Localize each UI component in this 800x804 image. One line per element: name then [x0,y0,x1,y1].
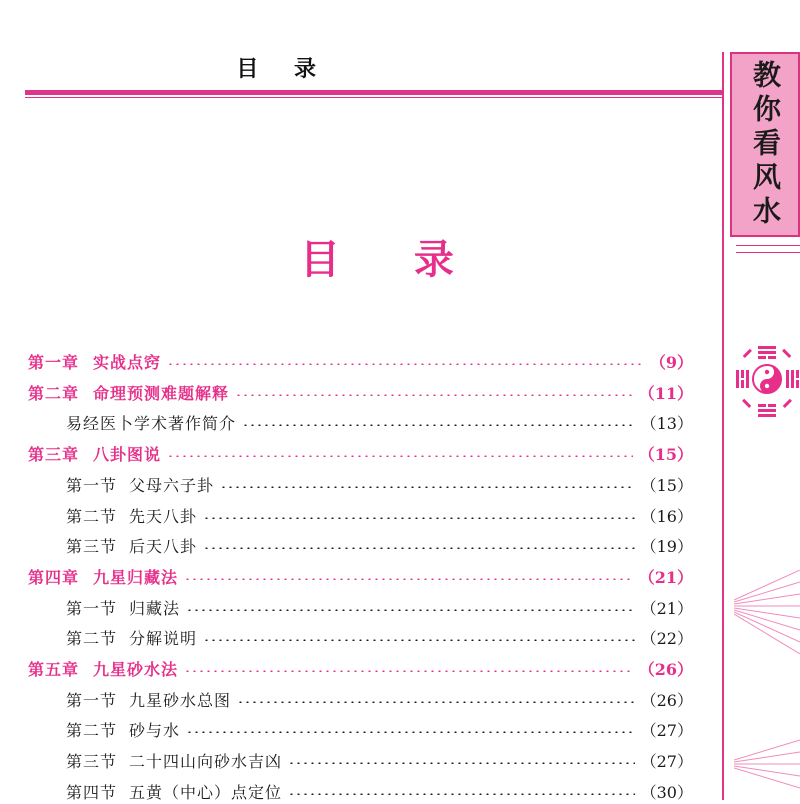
toc-entry-page: （13） [640,413,693,433]
toc-leader-dots [288,793,635,795]
toc-entry-title: 九星砂水法 [93,659,179,679]
toc-entry-section[interactable] [28,625,693,649]
contents-title: 目 录 [300,236,484,283]
toc-leader-dots [220,486,635,488]
toc-entry-page: （9） [649,352,693,372]
toc-entry-title: 分解说明 [129,628,198,648]
toc-entry-chapter[interactable] [28,380,693,404]
toc-leader-dots [203,639,635,641]
toc-entry-chapter[interactable] [28,441,693,465]
toc-entry-page: （26） [640,690,693,710]
toc-leader-dots [167,363,644,365]
toc-entry-page: （15） [638,444,693,464]
toc-entry-number: 第一节 [66,598,118,618]
toc-entry-title: 归藏法 [129,598,181,618]
side-divider [736,245,800,246]
toc-leader-dots [186,731,635,733]
toc-entry-number: 第三节 [66,536,118,556]
toc-entry-item[interactable] [28,410,693,434]
toc-entry-section[interactable] [28,748,693,772]
toc-leader-dots [235,394,633,396]
toc-entry-title: 九星归藏法 [93,567,179,587]
toc-entry-title: 命理预测难题解释 [93,383,230,403]
toc-entry-page: （15） [640,475,693,495]
page-header-title: 目 录 [236,56,330,82]
toc-entry-title: 二十四山向砂水吉凶 [129,751,283,771]
toc-entry-number: 第二节 [66,506,118,526]
toc-leader-dots [167,455,633,457]
toc-leader-dots [184,670,633,672]
bagua-icon [734,340,800,430]
toc-entry-section[interactable] [28,533,693,557]
toc-entry-page: （19） [640,536,693,556]
toc-entry-number: 第二节 [66,628,118,648]
toc-leader-dots [203,517,635,519]
toc-entry-number: 第一节 [66,690,118,710]
side-divider-2 [736,252,800,253]
toc-leader-dots [237,701,635,703]
toc-entry-page: （16） [640,506,693,526]
toc-leader-dots [184,578,633,580]
toc-entry-number: 第一节 [66,475,118,495]
toc-entry-chapter[interactable] [28,656,693,680]
toc-entry-section[interactable] [28,779,693,803]
toc-entry-number: 第四节 [66,782,118,802]
toc-entry-page: （27） [640,751,693,771]
toc-entry-title: 后天八卦 [129,536,198,556]
toc-entry-title: 砂与水 [129,720,181,740]
toc-leader-dots [288,762,635,764]
toc-entry-number: 第四章 [28,567,80,587]
toc-entry-section[interactable] [28,595,693,619]
toc-entry-page: （30） [640,782,693,802]
toc-leader-dots [203,547,635,549]
toc-entry-title: 八卦图说 [93,444,162,464]
toc-entry-page: （21） [638,567,693,587]
toc-entry-page: （21） [640,598,693,618]
toc-entry-title: 九星砂水总图 [129,690,232,710]
toc-entry-page: （22） [640,628,693,648]
toc-entry-title: 五黄（中心）点定位 [129,782,283,802]
toc-entry-section[interactable] [28,717,693,741]
toc-entry-chapter[interactable] [28,349,693,373]
toc-entry-chapter[interactable] [28,564,693,588]
toc-entry-title: 父母六子卦 [129,475,215,495]
toc-entry-section[interactable] [28,503,693,527]
toc-entry-number: 第三节 [66,751,118,771]
toc-leader-dots [242,424,635,426]
toc-entry-section[interactable] [28,472,693,496]
toc-entry-number: 第二节 [66,720,118,740]
toc-leader-dots [186,609,635,611]
toc-entry-page: （11） [638,383,693,403]
toc-entry-title: 易经医卜学术著作简介 [66,413,237,433]
toc-entry-page: （26） [638,659,693,679]
decorative-lines [734,570,800,800]
toc-entry-number: 第一章 [28,352,80,372]
toc-entry-title: 先天八卦 [129,506,198,526]
toc-entry-page: （27） [640,720,693,740]
side-tab-label [730,52,800,237]
side-tab-text: 教你看风水 [749,59,782,230]
toc-entry-section[interactable] [28,687,693,711]
toc-entry-number: 第二章 [28,383,80,403]
toc-entry-number: 第五章 [28,659,80,679]
toc-entry-title: 实战点窍 [93,352,162,372]
toc-entry-number: 第三章 [28,444,80,464]
